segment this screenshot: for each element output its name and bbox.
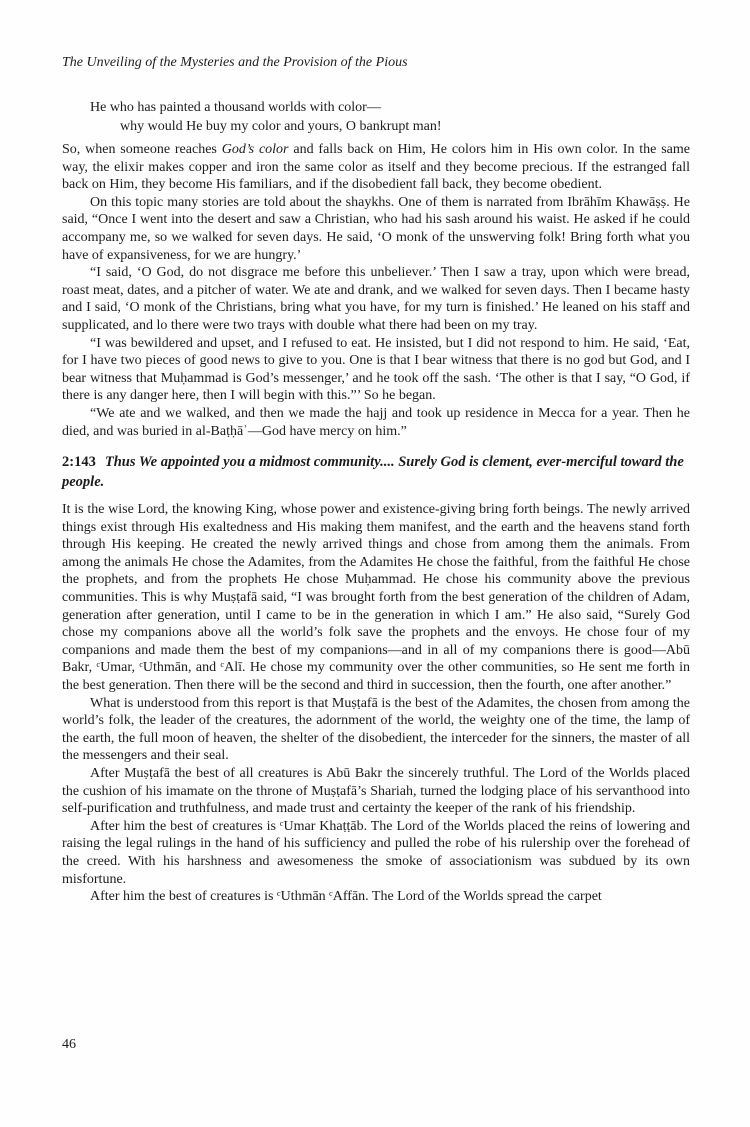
verse-text: Thus We appointed you a midmost community.... Surely God is clement, ever-merciful toward the people. bbox=[62, 454, 684, 490]
paragraph: After him the best of creatures is ᶜUthmān ᶜAffān. The Lord of the Worlds spread the carpet bbox=[90, 889, 602, 905]
paragraph bbox=[62, 141, 690, 194]
paragraph: “I said, ‘O God, do not disgrace me before this unbeliever.’ Then I saw a tray, upon which were bread, roast meat, dates, and a pitcher of water. We ate and drank, and we walked for seven days. Then I became hasty and I said, ‘O monk of the Christians, bring what you have, for my turn is finished.’ He leaned on his staff and supplicated, and lo there were two trays with double what there had been on my tray. bbox=[62, 265, 690, 333]
paragraph-text: So, when someone reaches bbox=[62, 142, 222, 157]
poem-line: why would He buy my color and yours, O bankrupt man! bbox=[120, 119, 442, 134]
verse-heading bbox=[62, 453, 690, 492]
running-header: The Unveiling of the Mysteries and the Provision of the Pious bbox=[62, 55, 408, 70]
paragraph: After Muṣṭafā the best of all creatures is Abū Bakr the sincerely truthful. The Lord of the Worlds placed the cushion of his imamate on the throne of Muṣṭafā’s Shariah, turned the lodging place of his servanthood into self-purification and truthfulness, and made trust and certainty the keeper of the rank of his friendship. bbox=[62, 766, 690, 817]
paragraph-text: and falls back on Him, He colors him in His own color. In the same way, the elixir makes copper and iron the same color as itself and they become precious. If the estranged fall back on Him, they become His familiars, and if the disobedient fall back, they become obedient. bbox=[62, 142, 691, 193]
page-body bbox=[62, 98, 690, 906]
poem-couplet bbox=[62, 98, 690, 136]
paragraph: “I was bewildered and upset, and I refused to eat. He insisted, but I did not respond to him. He said, ‘Eat, for I have two pieces of good news to give to you. One is that I bear witness that there is no god but God, and I bear witness that Muḥammad is God’s messenger,’ and he took off the sash. ‘The other is that I say, “O God, if there is any danger here, then I will begin with this.”’ So he began. bbox=[62, 335, 690, 404]
verse-number: 2:143 bbox=[62, 454, 96, 471]
paragraph: After him the best of creatures is ᶜUmar Khaṭṭāb. The Lord of the Worlds placed the reins of lowering and raising the legal rulings in the hand of his sufficiency and pulled the robe of his rulership over the forehead of the creed. With his harshness and awesomeness the smoke of associationism was subdued by its own misfortune. bbox=[62, 818, 690, 887]
paragraph: It is the wise Lord, the knowing King, whose power and existence-giving bring forth beings. The newly arrived things exist through His exaltedness and His making them manifest, and the earth and the heavens stand forth through His keeping. He created the newly arrived things and chose from among them the animals. From among the animals He chose the Adamites, from the Adamites He chose the faithful, from the faithful He chose the prophets, and from the prophets He chose Muḥammad. He chose his community above the previous communities. This is why Muṣṭafā said, “I was brought forth from the best generation of the children of Adam, generation after generation, until I came to be in the generation in which I am.” He also said, “Surely God chose my companions above all the world’s folk save the prophets and the envoys. He chose four of my companions and made them the best of my companions—and in all of my companions there is good—Abū Bakr, ᶜUmar, ᶜUthmān, and ᶜAlī. He chose my community over the other communities, so He sent me forth in the best generation. Then there will be the second and third in succession, then the fourth, one after another.” bbox=[62, 502, 690, 694]
page-number: 46 bbox=[62, 1037, 76, 1052]
italic-phrase: God’s color bbox=[221, 142, 289, 157]
paragraph: “We ate and we walked, and then we made the hajj and took up residence in Mecca for a year. Then he died, and was buried in al-Baṭḥāʾ—God have mercy on him.” bbox=[62, 405, 690, 439]
paragraph: On this topic many stories are told about the shaykhs. One of them is narrated from Ibrāhīm Khawāṣṣ. He said, “Once I went into the desert and saw a Christian, who had his sash around his waist. He asked if he could accompany me, so we walked for seven days. He said, ‘O monk of the unswerving folk! Bring forth what you have of expansiveness, for we are hungry.’ bbox=[62, 194, 690, 263]
paragraph: What is understood from this report is that Muṣṭafā is the best of the Adamites, the chosen from among the world’s folk, the leader of the creatures, the adornment of the world, the weighty one of the time, the lamp of the earth, the full moon of heaven, the shelter of the disobedient, the interceder for the sinners, the master of all the messengers and their seal. bbox=[62, 695, 690, 764]
poem-line: He who has painted a thousand worlds with color— bbox=[90, 100, 381, 115]
